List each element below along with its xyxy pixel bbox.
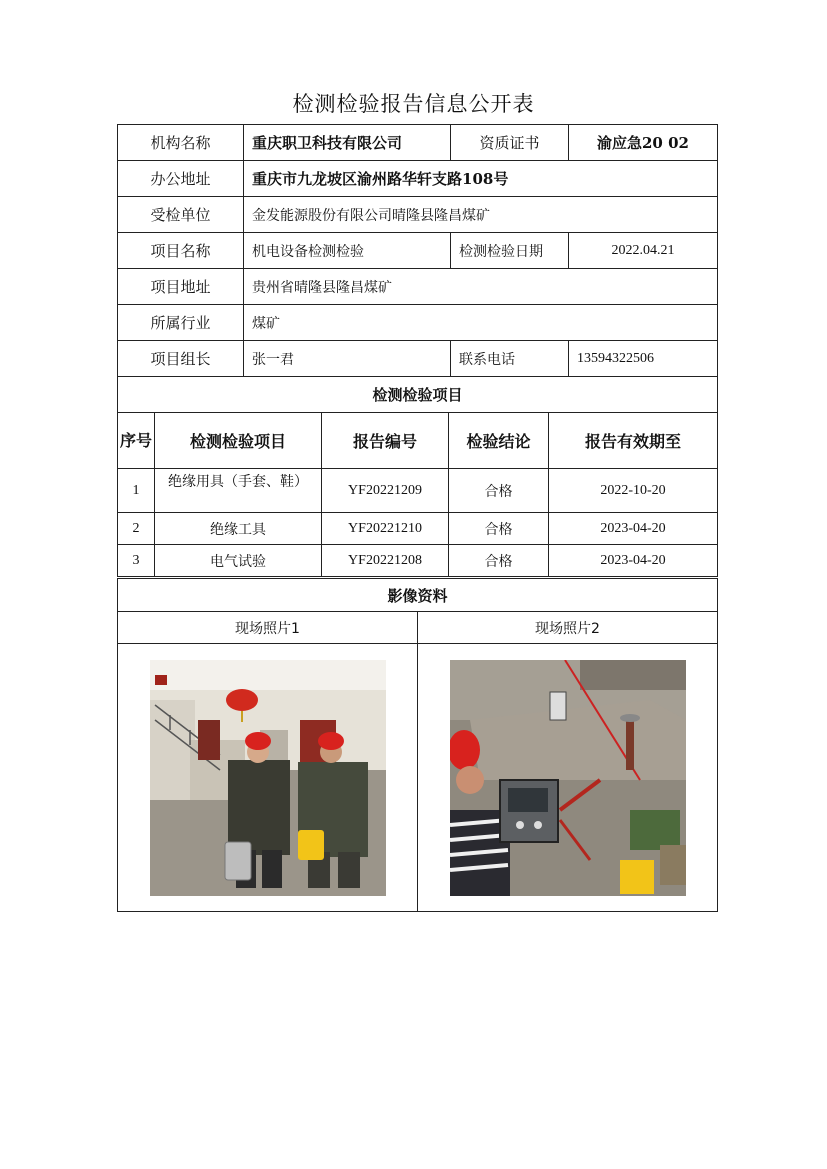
items-table xyxy=(117,412,718,577)
row-seq: 1 xyxy=(118,469,155,513)
row-report-no: YF20221208 xyxy=(322,545,449,577)
photo-2-label: 现场照片2 xyxy=(418,612,718,644)
cert-label: 资质证书 xyxy=(451,125,569,161)
photo-1-cell xyxy=(118,644,418,912)
row-valid-until: 2022-10-20 xyxy=(549,469,718,513)
media-section-title: 影像资料 xyxy=(118,579,718,612)
row-report-no: YF20221210 xyxy=(322,513,449,545)
conclusion-header: 检验结论 xyxy=(449,413,549,469)
row-conclusion: 合格 xyxy=(449,545,549,577)
site-photo-1 xyxy=(150,660,386,896)
project-address-value: 贵州省晴隆县隆昌煤矿 xyxy=(244,269,718,305)
project-name-label: 项目名称 xyxy=(118,233,244,269)
items-section-title: 检测检验项目 xyxy=(118,377,718,413)
address-label: 办公地址 xyxy=(118,161,244,197)
client-label: 受检单位 xyxy=(118,197,244,233)
industry-label: 所属行业 xyxy=(118,305,244,341)
inspection-date-label: 检测检验日期 xyxy=(451,233,569,269)
photos-table xyxy=(117,578,718,912)
industry-value: 煤矿 xyxy=(244,305,718,341)
row-report-no: YF20221209 xyxy=(322,469,449,513)
row-conclusion: 合格 xyxy=(449,513,549,545)
row-valid-until: 2023-04-20 xyxy=(549,513,718,545)
row-item: 绝缘用具（手套、鞋） xyxy=(155,469,322,513)
project-address-label: 项目地址 xyxy=(118,269,244,305)
site-photo-2 xyxy=(450,660,686,896)
row-seq: 2 xyxy=(118,513,155,545)
table-row xyxy=(118,513,718,545)
report-no-header: 报告编号 xyxy=(322,413,449,469)
seq-header: 序号 xyxy=(118,413,155,469)
address-value: 重庆市九龙坡区渝州路华轩支路108号 xyxy=(244,161,718,197)
row-item: 电气试验 xyxy=(155,545,322,577)
leader-value: 张一君 xyxy=(244,341,451,377)
table-row xyxy=(118,469,718,513)
item-header: 检测检验项目 xyxy=(155,413,322,469)
valid-until-header: 报告有效期至 xyxy=(549,413,718,469)
org-name-value: 重庆职卫科技有限公司 xyxy=(244,125,451,161)
inspection-date-value: 2022.04.21 xyxy=(569,233,718,269)
photo-2-cell xyxy=(418,644,718,912)
page-title: 检测检验报告信息公开表 xyxy=(292,92,535,116)
table-row xyxy=(118,545,718,577)
row-seq: 3 xyxy=(118,545,155,577)
row-valid-until: 2023-04-20 xyxy=(549,545,718,577)
org-info-table xyxy=(117,124,718,413)
photo-1-label: 现场照片1 xyxy=(118,612,418,644)
row-conclusion: 合格 xyxy=(449,469,549,513)
phone-value: 13594322506 xyxy=(569,341,718,377)
client-value: 金发能源股份有限公司晴隆县隆昌煤矿 xyxy=(244,197,718,233)
phone-label: 联系电话 xyxy=(451,341,569,377)
leader-label: 项目组长 xyxy=(118,341,244,377)
cert-value: 渝应急20 02 xyxy=(569,125,718,161)
org-name-label: 机构名称 xyxy=(118,125,244,161)
row-item: 绝缘工具 xyxy=(155,513,322,545)
project-name-value: 机电设备检测检验 xyxy=(244,233,451,269)
